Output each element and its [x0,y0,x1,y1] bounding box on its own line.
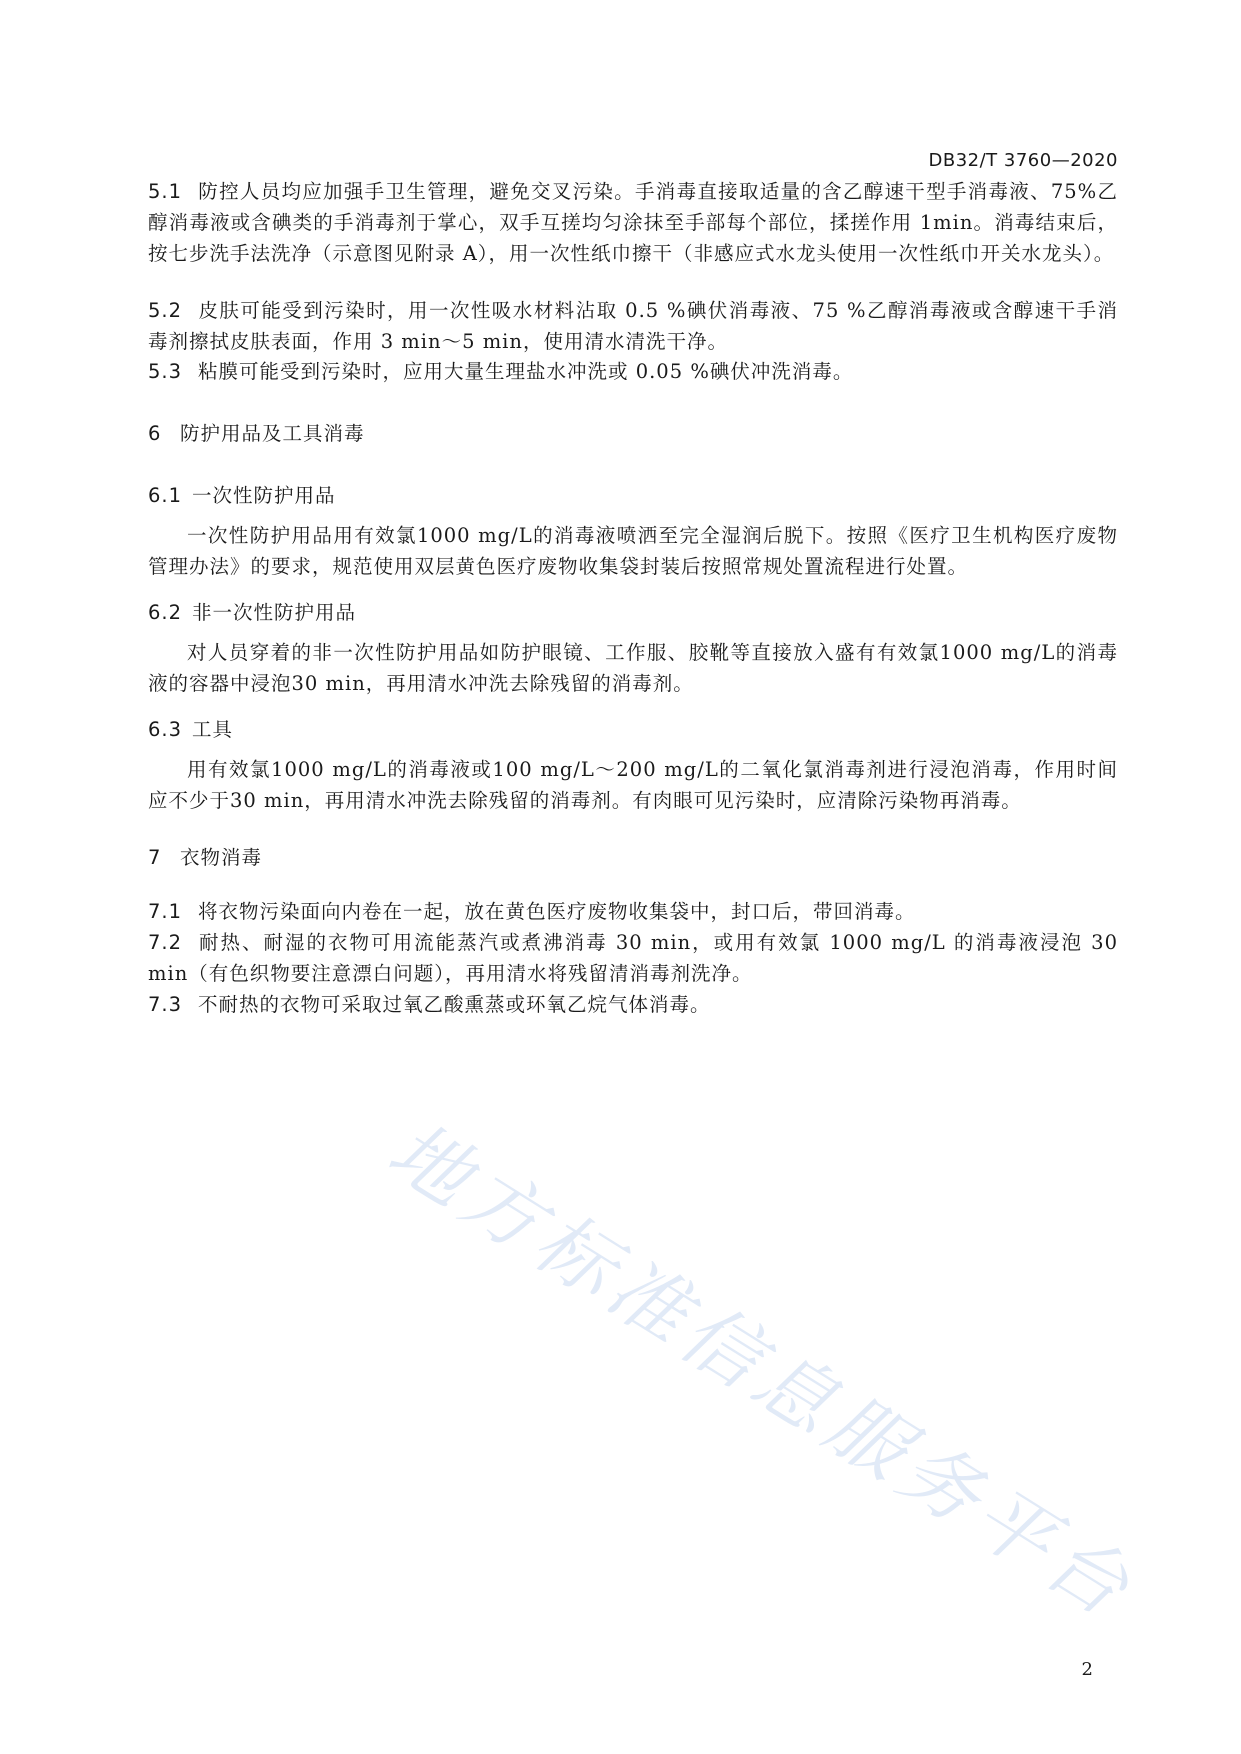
subsection-6-2-text: 对人员穿着的非一次性防护用品如防护眼镜、工作服、胶靴等直接放入盛有有效氯1000 mg/L的消毒液的容器中浸泡30 min，再用清水冲洗去除残留的消毒剂。 [148,641,1118,695]
subsection-number: 6.1 [148,484,183,507]
document-id-header: DB32/T 3760—2020 [928,150,1118,171]
clause-number: 7.1 [148,900,183,923]
section-number: 6 [148,422,162,445]
watermark: 地方标准信息服务平台 [372,1105,1150,1638]
clause-number: 5.2 [148,299,183,322]
subsection-title: 非一次性防护用品 [192,601,357,624]
subsection-6-3-text: 用有效氯1000 mg/L的消毒液或100 mg/L～200 mg/L的二氧化氯消毒剂进行浸泡消毒，作用时间应不少于30 min，再用清水冲洗去除残留的消毒剂。有肉眼可见污染时，应清除污染物再消毒。 [148,758,1118,812]
clause-text: 防控人员均应加强手卫生管理，避免交叉污染。手消毒直接取适量的含乙醇速干型手消毒液、75%乙醇消毒液或含碘类的手消毒剂于掌心，双手互搓均匀涂抹至手部每个部位，揉搓作用 1min。消毒结束后，按七步洗手法洗净（示意图见附录 A），用一次性纸巾擦干（非感应式水龙头使用一次性纸巾开关水龙头）。 [148,180,1118,265]
clause-7-2 [148,927,1118,989]
subsection-6-3-heading [148,714,233,742]
subsection-number: 6.3 [148,718,183,741]
clause-7-3 [148,989,1118,1020]
clause-text: 皮肤可能受到污染时，用一次性吸水材料沾取 0.5 %碘伏消毒液、75 %乙醇消毒液或含醇速干手消毒剂擦拭皮肤表面，作用 3 min～5 min，使用清水清洗干净。 [148,299,1118,353]
clause-number: 5.3 [148,360,183,383]
clause-text: 耐热、耐湿的衣物可用流能蒸汽或煮沸消毒 30 min，或用有效氯 1000 mg/L 的消毒液浸泡 30 min（有色织物要注意漂白问题），再用清水将残留清消毒剂洗净。 [148,931,1118,985]
subsection-6-1-heading [148,480,336,508]
clause-text: 将衣物污染面向内卷在一起，放在黄色医疗废物收集袋中，封口后，带回消毒。 [198,900,916,923]
clause-5-3 [148,356,1118,387]
subsection-6-1-text: 一次性防护用品用有效氯1000 mg/L的消毒液喷洒至完全湿润后脱下。按照《医疗卫生机构医疗废物管理办法》的要求，规范使用双层黄色医疗废物收集袋封装后按照常规处置流程进行处置。 [148,524,1118,578]
clause-5-2 [148,295,1118,357]
clause-number: 7.2 [148,931,183,954]
section-title: 防护用品及工具消毒 [180,422,365,445]
subsection-title: 工具 [192,718,234,741]
clause-number: 7.3 [148,993,183,1016]
clause-text: 粘膜可能受到污染时，应用大量生理盐水冲洗或 0.05 %碘伏冲洗消毒。 [198,360,854,383]
clause-number: 5.1 [148,180,183,203]
section-6-heading [148,418,365,446]
section-title: 衣物消毒 [180,846,263,869]
page-number: 2 [1081,1659,1093,1680]
subsection-title: 一次性防护用品 [192,484,336,507]
clause-text: 不耐热的衣物可采取过氧乙酸熏蒸或环氧乙烷气体消毒。 [198,993,711,1016]
subsection-number: 6.2 [148,601,183,624]
section-number: 7 [148,846,162,869]
clause-5-1 [148,176,1118,269]
section-7-heading [148,842,262,870]
subsection-6-2-heading [148,597,356,625]
clause-7-1 [148,896,1118,927]
